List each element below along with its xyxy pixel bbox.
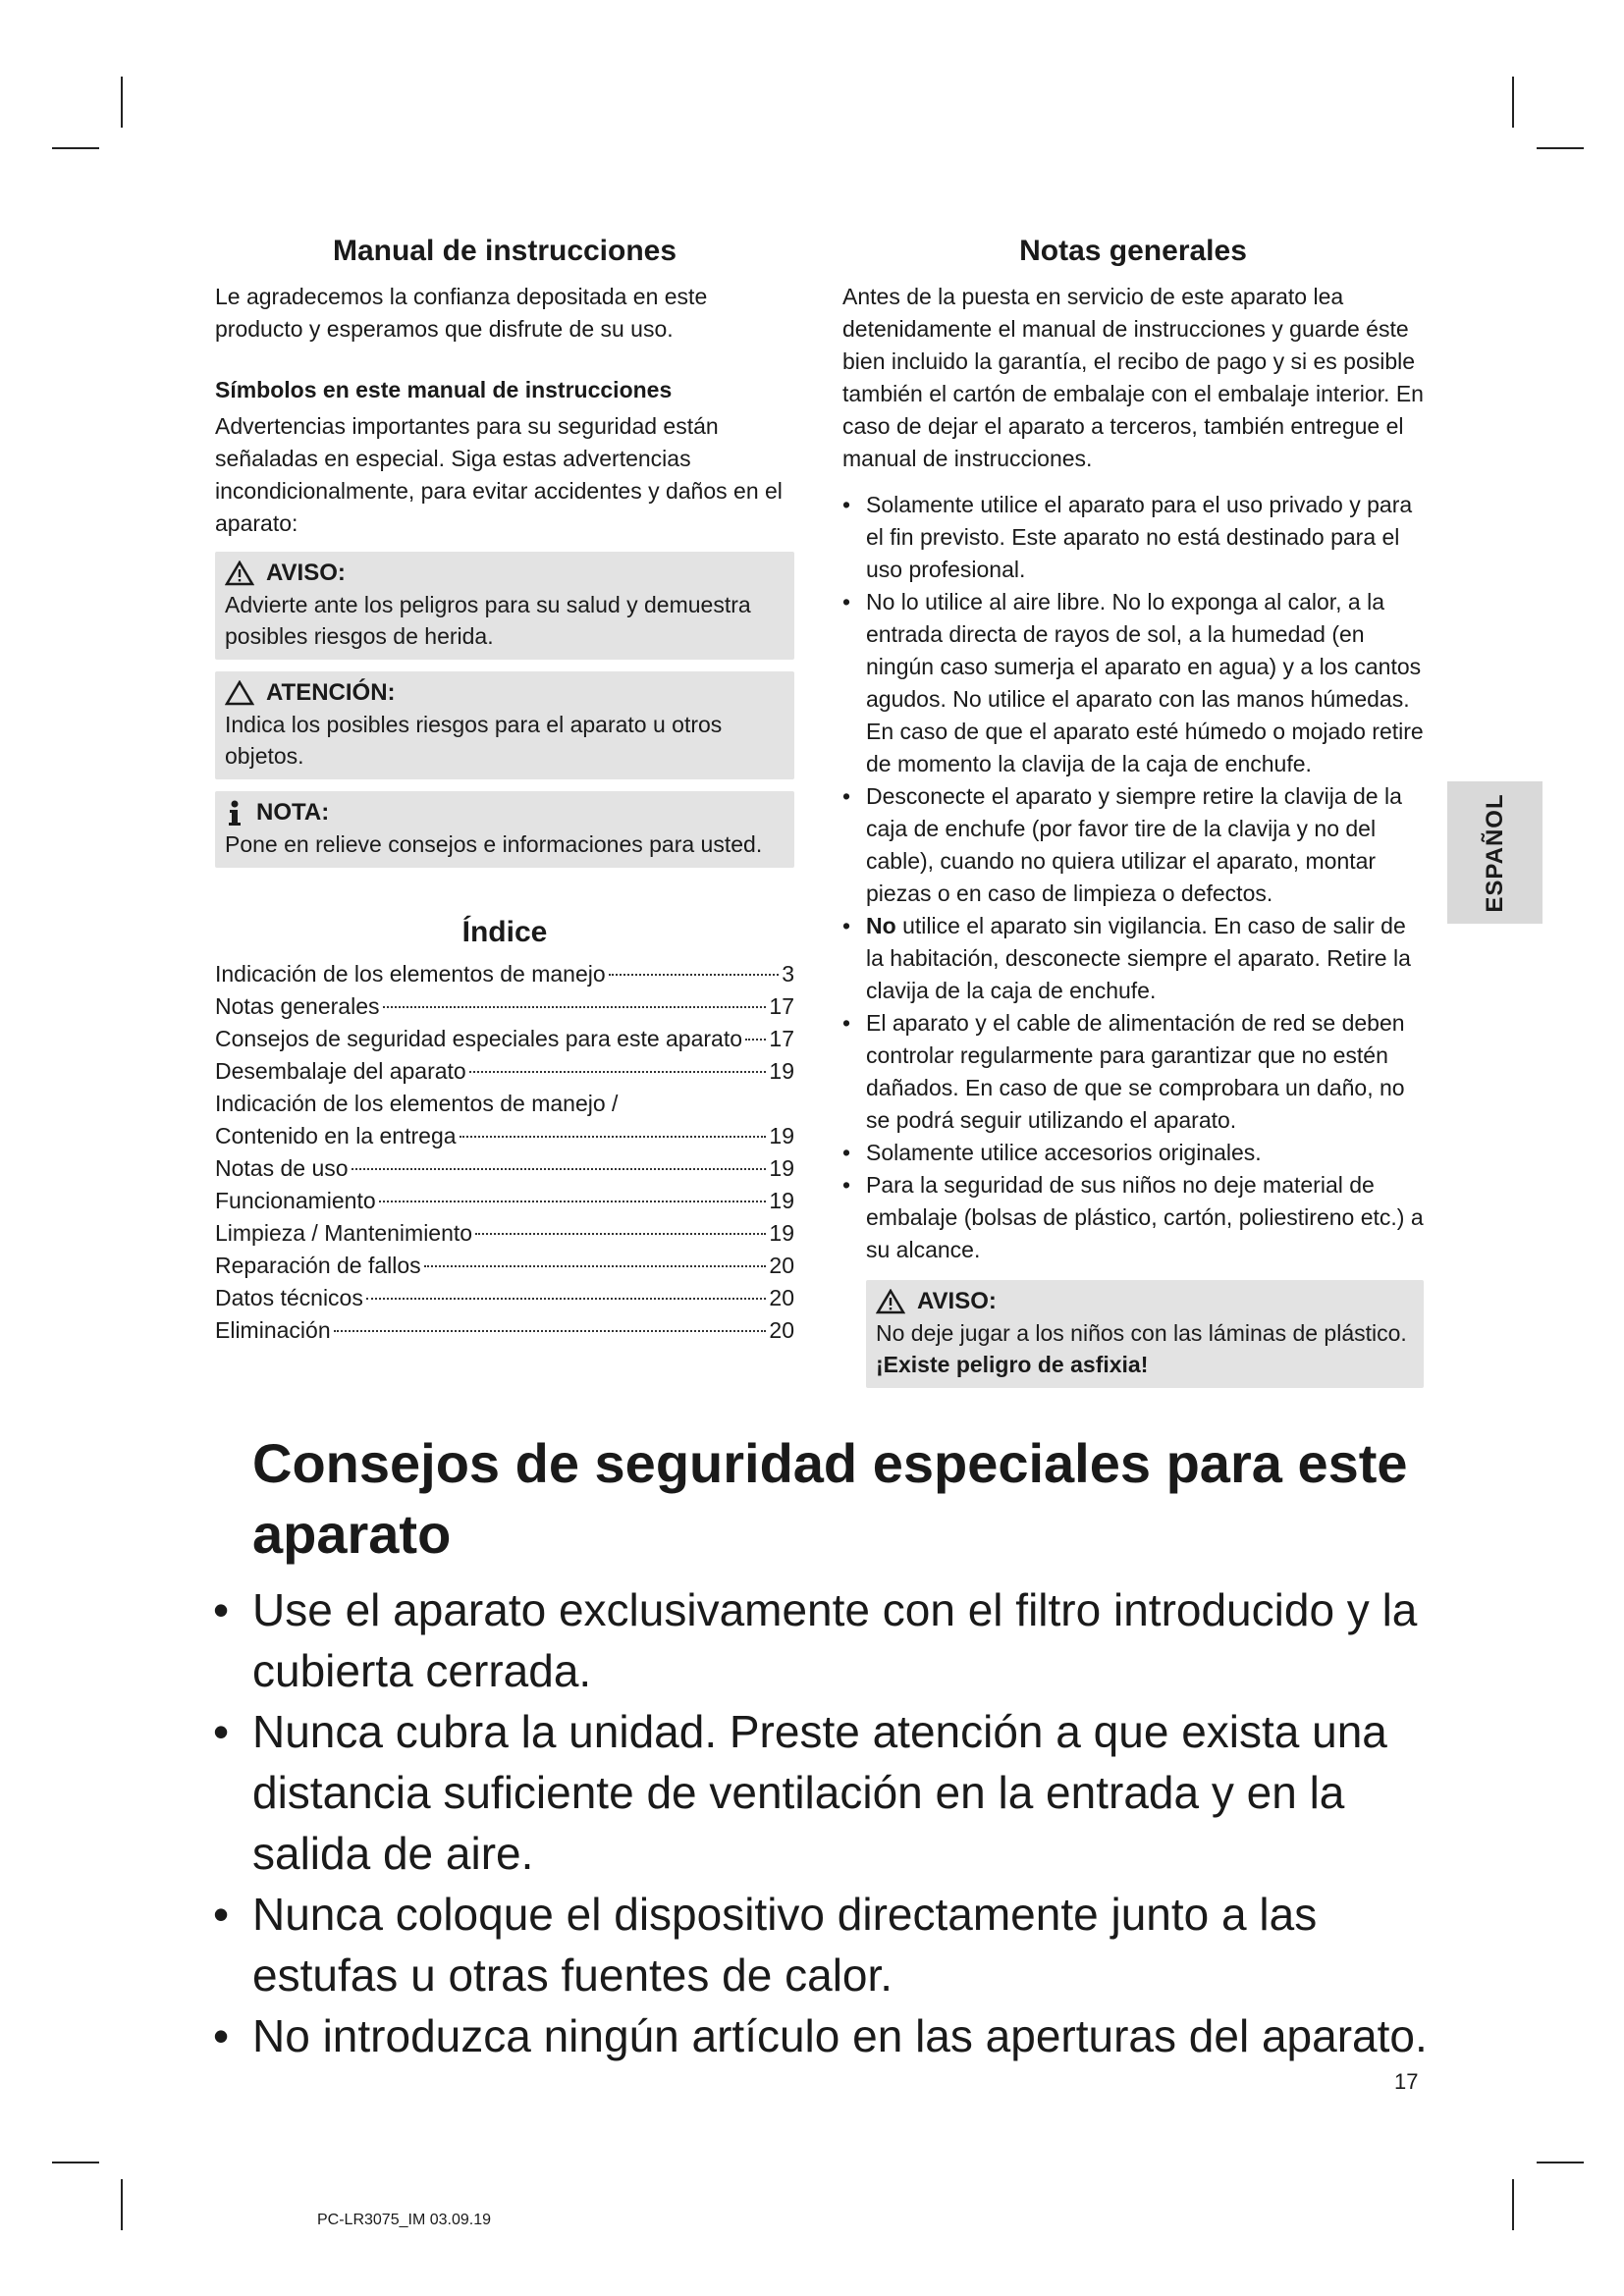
- list-item: • Solamente utilice el aparato para el uso privado y para el fin previsto. Este aparato no está destinado para el uso profesional.: [842, 489, 1424, 586]
- document-id: PC-LR3075_IM 03.09.19: [317, 2212, 491, 2228]
- safety-title: Consejos de seguridad especiales para este aparato: [252, 1432, 1408, 1565]
- toc-page: 20: [769, 1253, 794, 1278]
- toc-page: 3: [782, 961, 794, 987]
- toc-row[interactable]: [215, 1055, 794, 1088]
- toc-page: 19: [769, 1123, 794, 1148]
- warning-icon: [225, 561, 254, 586]
- list-item-bold: No: [866, 913, 896, 938]
- list-item: • No introduzca ningún artículo en las aperturas del aparato.: [213, 2005, 1431, 2066]
- toc-label: Indicación de los elementos de manejo: [215, 961, 606, 987]
- toc-leader: [469, 1071, 767, 1073]
- manual-intro: Le agradecemos la confianza depositada en este producto y esperamos que disfrute de su uso.: [215, 284, 708, 342]
- toc-row[interactable]: [215, 1023, 794, 1055]
- list-item: • Nunca cubra la unidad. Preste atención a que exista una distancia suficiente de ventilación en la entrada y en la salida de aire.: [213, 1701, 1431, 1884]
- list-item: • El aparato y el cable de alimentación de red se deben controlar regularmente para garantizar que no estén dañados. En caso de que se comprobara un daño, no se podrá seguir utilizando el aparato.: [842, 1007, 1424, 1137]
- notice-aviso-children-text: No deje jugar a los niños con las láminas de plástico.: [876, 1320, 1407, 1346]
- notice-atencion: [215, 671, 794, 779]
- toc-leader: [460, 1136, 767, 1138]
- toc-label: Notas generales: [215, 993, 380, 1019]
- toc-label: Limpieza / Mantenimiento: [215, 1220, 473, 1246]
- toc-label: Desembalaje del aparato: [215, 1058, 466, 1084]
- notice-nota-label: NOTA:: [256, 799, 330, 826]
- toc-page: 17: [769, 993, 794, 1019]
- info-icon: [225, 799, 244, 827]
- general-notes-intro: Antes de la puesta en servicio de este aparato lea detenidamente el manual de instrucciones y guarde éste bien incluido la garantía, el recibo de pago y si es posible también el cartón de embalaje con el embalaje interior. En caso de dejar el aparato a terceros, también entregue el manual de instrucciones.: [842, 284, 1424, 471]
- toc-leader: [334, 1330, 767, 1332]
- notice-nota: [215, 791, 794, 868]
- list-item: • Use el aparato exclusivamente con el filtro introducido y la cubierta cerrada.: [213, 1579, 1431, 1701]
- crop-mark: [1512, 2179, 1514, 2230]
- toc-leader: [609, 974, 780, 976]
- right-column: [842, 234, 1424, 1388]
- notice-nota-head: [225, 797, 785, 828]
- notice-atencion-label: ATENCIÓN:: [266, 679, 396, 706]
- toc-page: 19: [769, 1058, 794, 1084]
- notice-atencion-head: [225, 677, 785, 709]
- caution-triangle-icon: [225, 680, 254, 706]
- toc-leader: [352, 1168, 767, 1170]
- list-item-text: utilice el aparato sin vigilancia. En caso de salir de la habitación, desconecte siempre el aparato. Retire la clavija de la caja de enchufe.: [866, 913, 1411, 1003]
- crop-mark: [1537, 2162, 1584, 2163]
- crop-mark: [52, 147, 99, 149]
- crop-mark: [121, 2179, 123, 2230]
- notice-aviso-children-label: AVISO:: [917, 1288, 997, 1314]
- toc-leader: [379, 1201, 767, 1202]
- toc-page: 19: [769, 1155, 794, 1181]
- toc-label: Indicación de los elementos de manejo /: [215, 1091, 619, 1116]
- crop-mark: [1537, 147, 1584, 149]
- list-item: • Nunca coloque el dispositivo directamente junto a las estufas u otras fuentes de calor.: [213, 1884, 1431, 2005]
- list-item: • Para la seguridad de sus niños no deje material de embalaje (bolsas de plástico, cartón, poliestireno etc.) a su alcance.: [842, 1169, 1424, 1266]
- symbols-text: Advertencias importantes para su seguridad están señaladas en especial. Siga estas advertencias incondicionalmente, para evitar accidentes y daños en el aparato:: [215, 413, 783, 536]
- notice-aviso-text: Advierte ante los peligros para su salud y demuestra posibles riesgos de herida.: [225, 592, 751, 649]
- language-tab-label: ESPAÑOL: [1481, 792, 1508, 913]
- toc-page: 19: [769, 1188, 794, 1213]
- toc-label: Notas de uso: [215, 1155, 349, 1181]
- language-tab: [1447, 781, 1543, 924]
- notice-nota-text: Pone en relieve consejos e informaciones para usted.: [225, 831, 763, 857]
- toc-page: 20: [769, 1317, 794, 1343]
- toc-row[interactable]: [215, 1185, 794, 1217]
- list-item: • Solamente utilice accesorios originales.: [842, 1137, 1424, 1169]
- notice-aviso: [215, 552, 794, 660]
- table-of-contents: [215, 958, 794, 1347]
- crop-mark: [52, 2162, 99, 2163]
- manual-title: Manual de instrucciones: [332, 235, 677, 267]
- toc-leader: [383, 1006, 767, 1008]
- general-notes-list: [842, 489, 1424, 1266]
- toc-label: Datos técnicos: [215, 1285, 363, 1310]
- index-title: Índice: [461, 916, 548, 948]
- toc-row[interactable]: [215, 1088, 794, 1120]
- notice-aviso-head: [225, 558, 785, 589]
- warning-icon: [876, 1289, 905, 1314]
- toc-label: Funcionamiento: [215, 1188, 376, 1213]
- toc-row[interactable]: [215, 958, 794, 990]
- toc-row[interactable]: [215, 990, 794, 1023]
- list-item: [842, 910, 1424, 1007]
- safety-list: [213, 1579, 1431, 2066]
- toc-leader: [475, 1233, 766, 1235]
- notice-aviso-label: AVISO:: [266, 560, 346, 586]
- notice-aviso-children-bold: ¡Existe peligro de asfixia!: [876, 1352, 1149, 1377]
- list-item: • No lo utilice al aire libre. No lo exponga al calor, a la entrada directa de rayos de sol, a la humedad (en ningún caso sumerja el aparato en agua) y a los cantos agudos. No utilice el aparato con las manos húmedas. En caso de que el aparato esté húmedo o mojado retire de momento la clavija de la caja de enchufe.: [842, 586, 1424, 780]
- toc-row[interactable]: [215, 1217, 794, 1250]
- notice-aviso-children: [866, 1280, 1424, 1388]
- notice-atencion-text: Indica los posibles riesgos para el aparato u otros objetos.: [225, 712, 723, 769]
- toc-row[interactable]: [215, 1282, 794, 1314]
- crop-mark: [121, 77, 123, 128]
- toc-label: Contenido en la entrega: [215, 1123, 457, 1148]
- left-column: [215, 234, 794, 1347]
- toc-leader: [366, 1298, 767, 1300]
- crop-mark: [1512, 77, 1514, 128]
- notice-aviso-children-head: [876, 1286, 1414, 1317]
- page-number: 17: [1394, 2069, 1419, 2094]
- list-item: • Desconecte el aparato y siempre retire la clavija de la caja de enchufe (por favor tire de la clavija y no del cable), cuando no quiera utilizar el aparato, montar piezas o en caso de limpieza o defectos.: [842, 780, 1424, 910]
- toc-row[interactable]: [215, 1120, 794, 1152]
- symbols-heading: Símbolos en este manual de instrucciones: [215, 377, 673, 402]
- toc-label: Eliminación: [215, 1317, 331, 1343]
- toc-page: 20: [769, 1285, 794, 1310]
- toc-label: Reparación de fallos: [215, 1253, 421, 1278]
- general-notes-title: Notas generales: [1019, 235, 1247, 267]
- safety-section: [213, 1428, 1431, 2066]
- toc-page: 19: [769, 1220, 794, 1246]
- toc-leader: [745, 1039, 766, 1041]
- toc-row[interactable]: [215, 1250, 794, 1282]
- toc-page: 17: [769, 1026, 794, 1051]
- toc-row[interactable]: [215, 1314, 794, 1347]
- toc-label: Consejos de seguridad especiales para este aparato: [215, 1026, 743, 1051]
- toc-leader: [424, 1265, 767, 1267]
- toc-row[interactable]: [215, 1152, 794, 1185]
